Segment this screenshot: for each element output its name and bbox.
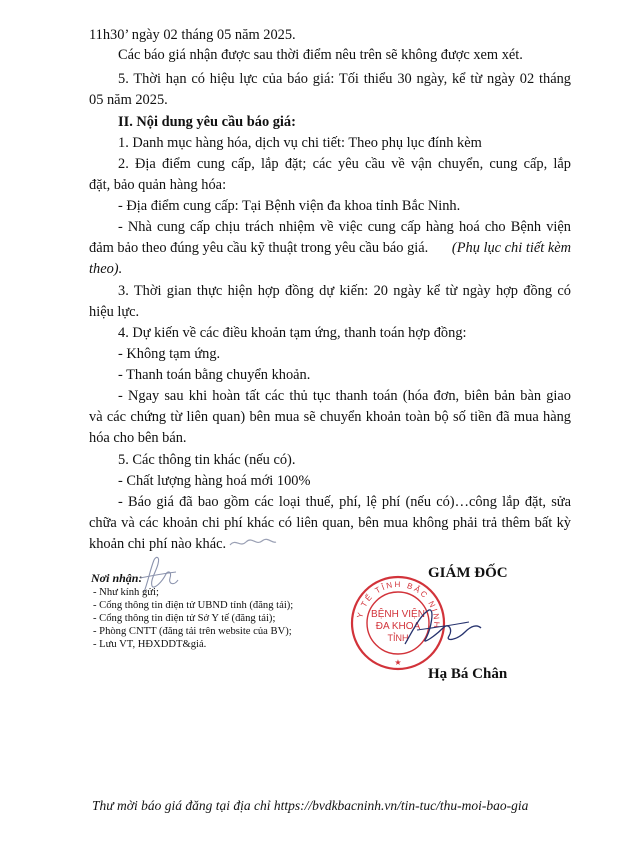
text-line: 11h30’ ngày 02 tháng 05 năm 2025. bbox=[89, 27, 296, 43]
text-line: chữa và các khoản chi phí khác có liên quan, bên mua không phải trả thêm bất kỳ bbox=[89, 515, 571, 531]
signer-title: GIÁM ĐỐC bbox=[428, 565, 508, 581]
director-signature bbox=[395, 600, 485, 660]
text-line: đặt, bảo quản hàng hóa: bbox=[89, 177, 227, 193]
text-line: - Thanh toán bằng chuyển khoản. bbox=[118, 367, 311, 383]
section-heading: II. Nội dung yêu cầu báo giá: bbox=[118, 114, 296, 130]
text-line: 2. Địa điểm cung cấp, lắp đặt; các yêu cầu về vận chuyển, cung cấp, lắp bbox=[118, 156, 571, 172]
text-line: khoản chi phí nào khác. bbox=[89, 536, 227, 552]
recipients-title: Nơi nhận: bbox=[91, 571, 143, 585]
seal-line-3: TỈNH bbox=[387, 633, 409, 643]
recipient-item: - Như kính gửi; bbox=[93, 587, 159, 598]
text-line: 4. Dự kiến về các điều khoản tạm ứng, thanh toán hợp đồng: bbox=[118, 325, 467, 341]
text-line: 05 năm 2025. bbox=[89, 92, 168, 108]
initial-scribble bbox=[228, 536, 278, 550]
text-line: 5. Thời hạn có hiệu lực của báo giá: Tối thiểu 30 ngày, kể từ ngày 02 tháng bbox=[118, 71, 571, 87]
text-line: - Ngay sau khi hoàn tất các thủ tục thanh toán (hóa đơn, biên bản bàn giao bbox=[118, 388, 571, 404]
text-line: hóa cho bên bán. bbox=[89, 430, 187, 446]
text-line: hiệu lực. bbox=[89, 304, 140, 320]
text-line: - Địa điểm cung cấp: Tại Bệnh viện đa khoa tỉnh Bắc Ninh. bbox=[118, 198, 461, 214]
text-line: 1. Danh mục hàng hóa, dịch vụ chi tiết: Theo phụ lục đính kèm bbox=[118, 135, 482, 151]
recipient-item: - Cổng thông tin điện tử Sở Y tế (đăng tải); bbox=[93, 613, 276, 624]
text-line: 5. Các thông tin khác (nếu có). bbox=[118, 452, 296, 468]
appendix-note: (Phụ lục chi tiết kèm bbox=[451, 240, 571, 256]
text-line: và các chứng từ liên quan) bên mua sẽ chuyển khoản toàn bộ số tiền đã mua hàng bbox=[89, 409, 571, 425]
recipient-item: - Cổng thông tin điện tử UBND tỉnh (đăng tải); bbox=[93, 600, 294, 611]
seal-line-1: BỆNH VIỆN bbox=[371, 609, 425, 620]
text-line: - Báo giá đã bao gồm các loại thuế, phí, lệ phí (nếu có)…công lắp đặt, sửa bbox=[118, 494, 571, 510]
text-line: - Chất lượng hàng hoá mới 100% bbox=[118, 473, 311, 489]
text-line: 3. Thời gian thực hiện hợp đồng dự kiến: 20 ngày kể từ ngày hợp đồng có bbox=[118, 283, 571, 299]
text-segment: đảm bảo theo đúng yêu cầu kỹ thuật trong yêu cầu báo giá. bbox=[89, 240, 429, 256]
text-line: - Nhà cung cấp chịu trách nhiệm về việc cung cấp hàng hoá cho Bệnh viện bbox=[118, 219, 571, 235]
seal-ring-text: Y TẾ TỈNH BẮC NINH bbox=[355, 579, 442, 630]
signer-name: Hạ Bá Chân bbox=[428, 666, 508, 682]
seal-line-2: ĐA KHOA bbox=[375, 621, 421, 632]
recipient-item: - Phòng CNTT (đăng tải trên website của BV); bbox=[93, 626, 292, 637]
recipient-item: - Lưu VT, HĐXDDT&giá. bbox=[93, 639, 207, 650]
text-line: Các báo giá nhận được sau thời điểm nêu trên sẽ không được xem xét. bbox=[118, 47, 523, 63]
text-line: - Không tạm ứng. bbox=[118, 346, 221, 362]
seal-star-icon: ★ bbox=[394, 658, 402, 667]
appendix-note: theo). bbox=[89, 261, 123, 277]
footer-note: Thư mời báo giá đăng tại địa chỉ https://bvdkbacninh.vn/tin-tuc/thu-moi-bao-gia bbox=[92, 798, 529, 813]
text-line bbox=[89, 239, 571, 257]
